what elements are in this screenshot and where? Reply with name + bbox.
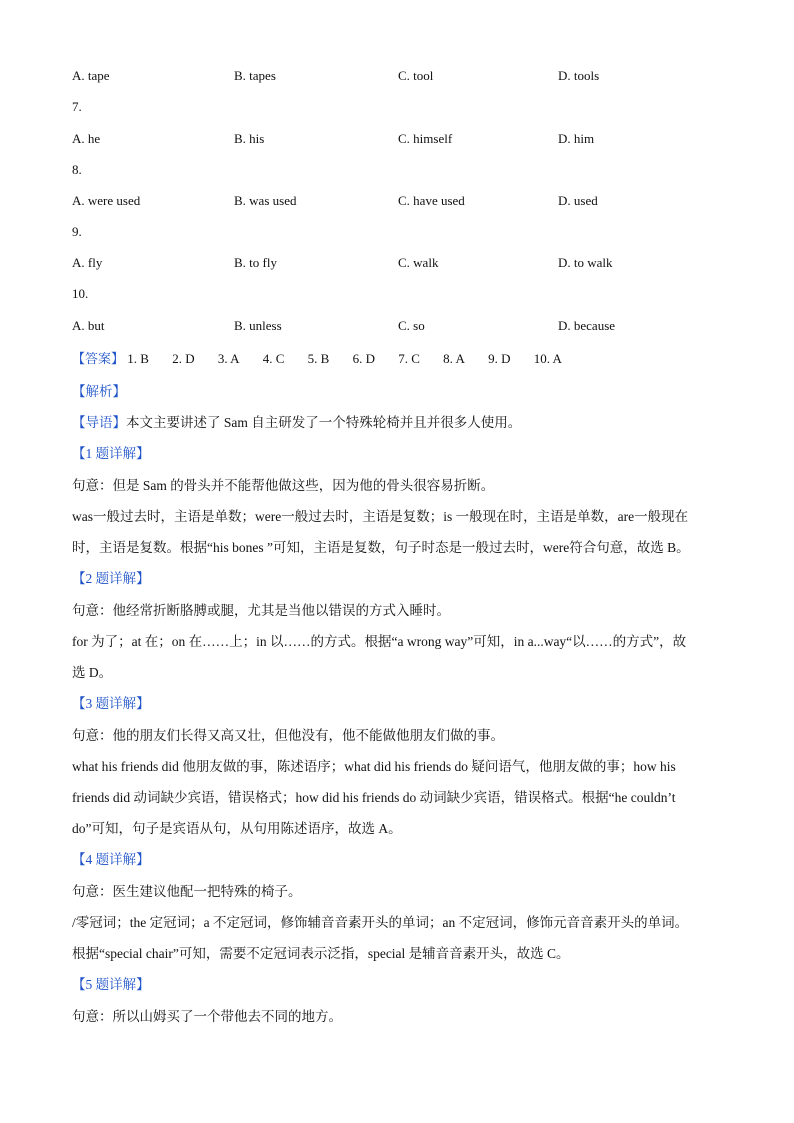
section-heading: 【1 题详解】 <box>72 446 150 461</box>
guide-label: 【导语】 <box>72 415 126 430</box>
answer-item: 4. C <box>262 351 285 366</box>
answer-item: 9. D <box>488 351 511 366</box>
section-line: for 为了；at 在；on 在……上；in 以……的方式。根据“a wrong way”可知，in a...way“以……的方式”，故 <box>72 634 687 649</box>
section-line: /零冠词；the 定冠词；a 不定冠词，修饰辅音音素开头的单词；an 不定冠词，修饰元音音素开头的单词。 <box>72 915 689 930</box>
section-heading: 【5 题详解】 <box>72 977 150 992</box>
section-line: 时，主语是复数。根据“his bones ”可知，主语是复数，句子时态是一般过去时，were符合句意，故选 B。 <box>72 540 690 555</box>
section-line: 句意：他的朋友们长得又高又壮，但他没有，他不能做他朋友们做的事。 <box>72 728 504 743</box>
options-row <box>72 255 732 277</box>
guide-line <box>72 411 732 431</box>
section-heading: 【4 题详解】 <box>72 852 150 867</box>
section-line: was一般过去时，主语是单数；were一般过去时，主语是复数；is 一般现在时，主语是单数，are一般现在 <box>72 509 689 524</box>
section-line: friends did 动词缺少宾语，错误格式；how did his friends do 动词缺少宾语，错误格式。根据“he couldn’t <box>72 790 676 805</box>
options-row <box>72 68 732 90</box>
section-line: 句意：他经常折断胳膊或腿，尤其是当他以错误的方式入睡时。 <box>72 603 450 618</box>
options-row <box>72 318 732 340</box>
answer-key <box>72 348 582 367</box>
answer-label: 【答案】 <box>72 351 125 366</box>
option-c: C. himself <box>398 131 453 146</box>
option-b: B. was used <box>234 193 297 208</box>
answer-item: 10. A <box>533 351 562 366</box>
option-d: D. tools <box>558 68 600 83</box>
option-d: D. him <box>558 131 595 146</box>
section-heading: 【3 题详解】 <box>72 696 150 711</box>
option-d: D. used <box>558 193 598 208</box>
answer-item: 3. A <box>217 351 240 366</box>
option-d: D. to walk <box>558 255 613 270</box>
option-d: D. because <box>558 318 616 333</box>
option-a: A. he <box>72 131 101 146</box>
answer-item: 1. B <box>127 351 149 366</box>
question-number: 9. <box>72 224 82 239</box>
question-number: 7. <box>72 99 82 114</box>
option-c: C. so <box>398 318 425 333</box>
answer-item: 8. A <box>443 351 465 366</box>
analysis-heading: 【解析】 <box>72 384 126 399</box>
guide-text: 本文主要讲述了 Sam 自主研发了一个特殊轮椅并且并很多人使用。 <box>126 415 522 430</box>
section-line: what his friends did 他朋友做的事，陈述语序；what did his friends do 疑问语气，他朋友做的事；how his <box>72 759 676 774</box>
section-line: do”可知，句子是宾语从句，从句用陈述语序，故选 A。 <box>72 821 402 836</box>
question-number: 8. <box>72 162 82 177</box>
section-line: 句意：所以山姆买了一个带他去不同的地方。 <box>72 1009 342 1024</box>
option-c: C. tool <box>398 68 434 83</box>
answer-item: 6. D <box>352 351 375 366</box>
section-heading: 【2 题详解】 <box>72 571 150 586</box>
options-row <box>72 193 732 215</box>
answer-item: 7. C <box>398 351 420 366</box>
option-c: C. walk <box>398 255 439 270</box>
section-line: 选 D。 <box>72 665 113 680</box>
option-b: B. tapes <box>234 68 276 83</box>
answer-item: 5. B <box>307 351 330 366</box>
section-line: 句意：医生建议他配一把特殊的椅子。 <box>72 884 302 899</box>
option-a: A. were used <box>72 193 141 208</box>
option-a: A. fly <box>72 255 103 270</box>
section-line: 根据“special chair”可知，需要不定冠词表示泛指，special 是辅音音素开头，故选 C。 <box>72 946 570 961</box>
question-number: 10. <box>72 286 89 301</box>
option-a: A. tape <box>72 68 110 83</box>
option-b: B. to fly <box>234 255 277 270</box>
option-b: B. unless <box>234 318 282 333</box>
section-line: 句意：但是 Sam 的骨头并不能帮他做这些，因为他的骨头很容易折断。 <box>72 478 495 493</box>
option-c: C. have used <box>398 193 465 208</box>
answer-item: 2. D <box>172 351 195 366</box>
options-row <box>72 131 732 153</box>
option-b: B. his <box>234 131 265 146</box>
option-a: A. but <box>72 318 105 333</box>
